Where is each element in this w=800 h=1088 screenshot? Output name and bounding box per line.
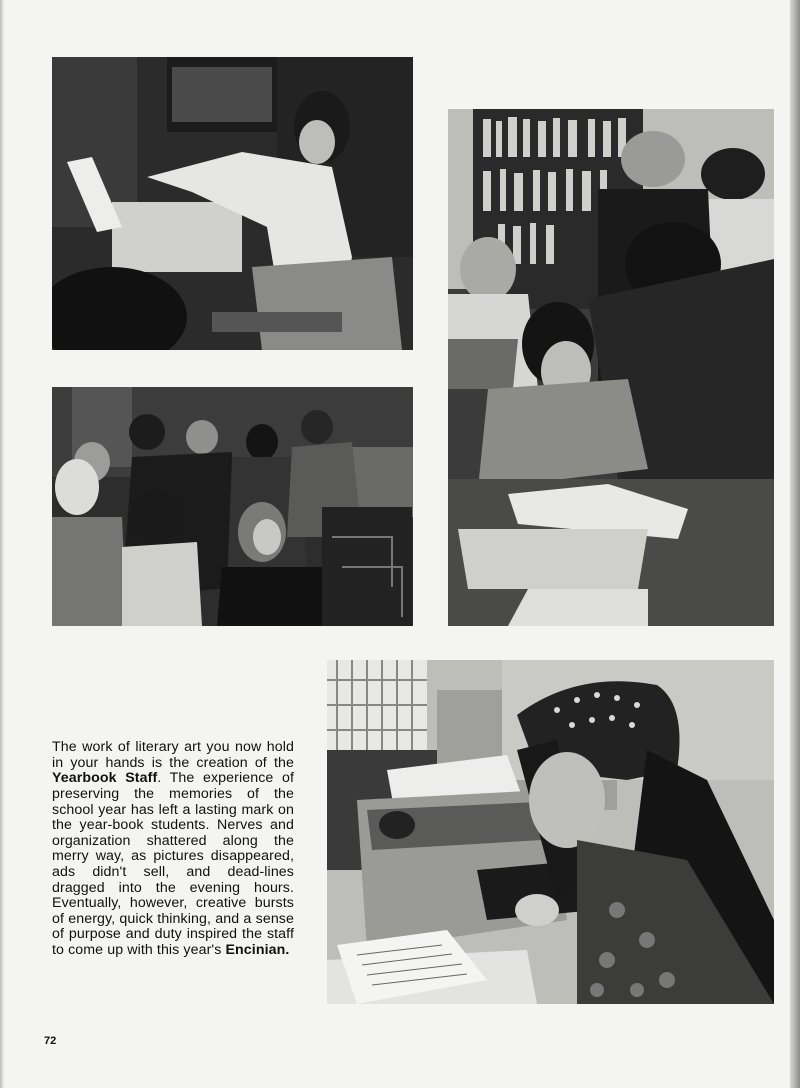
- page-binding-edge: [0, 0, 4, 1088]
- photo-student-at-typewriter: [327, 660, 774, 1004]
- caption-emphasis-encinian: Encinian.: [225, 941, 290, 958]
- caption-text-1: The work of literary art you now hold in your hands is the creation of the: [52, 739, 294, 771]
- photo-group-of-students: [52, 387, 413, 626]
- photo-students-in-library: [448, 109, 774, 626]
- yearbook-staff-caption: [52, 740, 294, 958]
- page-outer-edge: [790, 0, 800, 1088]
- caption-text-2: . The experience of preserving the memories of the school year has left a lasting mark on the year-book students. Nerves and organization shattered along the merry way, as pictures disappeared, ads didn't sell, and dead-lines dragged into the evening hours. Eventually, however, creative bursts of energy, quick thinking, and a sense of purpose and duty inspired the staff to come up with this year's: [52, 770, 294, 958]
- photo-teacher-at-desk: [52, 57, 413, 350]
- page-number: 72: [44, 1035, 57, 1047]
- caption-emphasis-yearbook-staff: Yearbook Staff: [52, 770, 158, 787]
